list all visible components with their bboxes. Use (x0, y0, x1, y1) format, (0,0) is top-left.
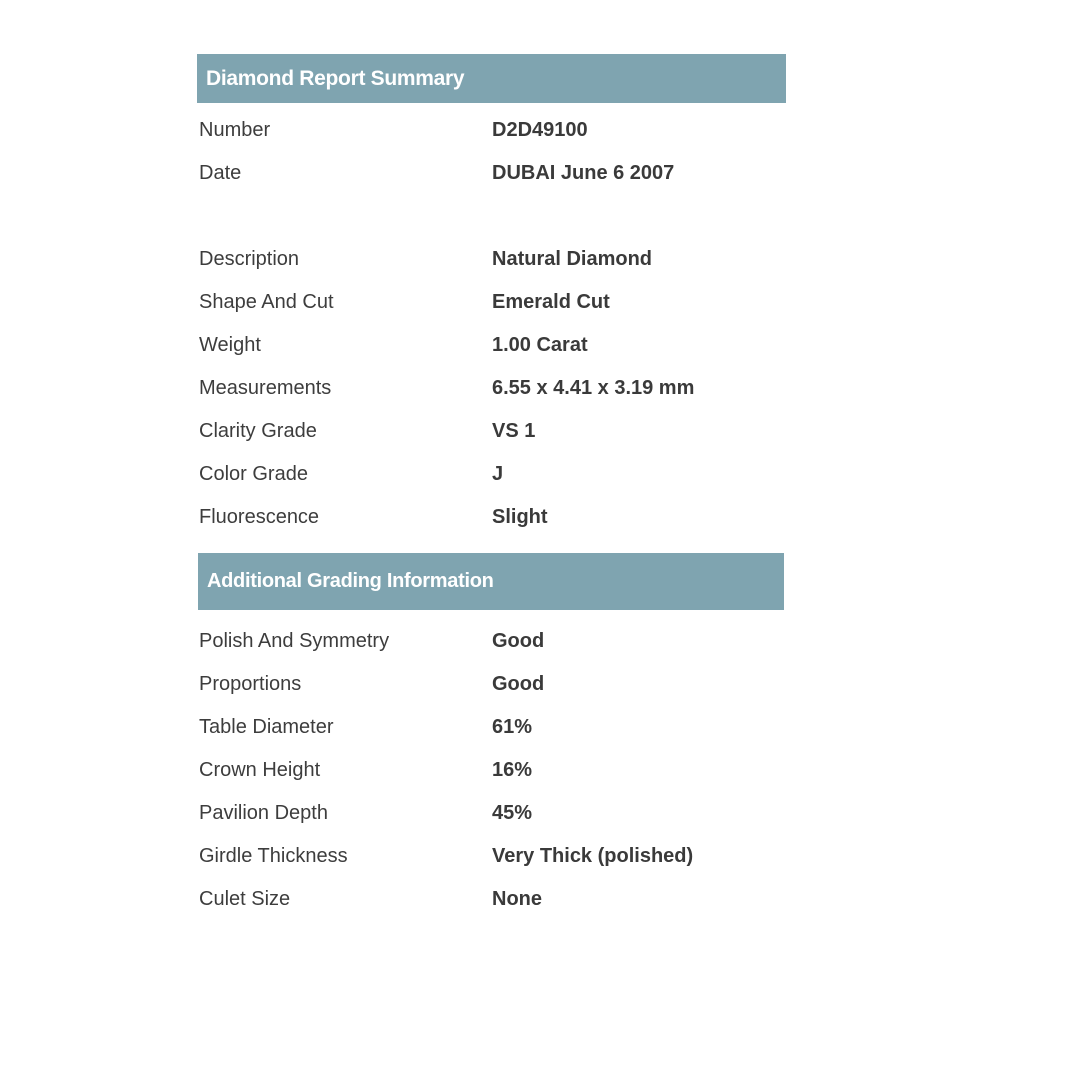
report-row-color-grade (197, 453, 786, 496)
report-row-culet-size (197, 878, 786, 921)
report-row-fluorescence (197, 496, 786, 539)
row-label: Clarity Grade (199, 420, 317, 442)
report-row-date (197, 152, 786, 195)
row-label: Pavilion Depth (199, 802, 328, 824)
row-label: Date (199, 162, 242, 184)
row-value: 45% (492, 802, 533, 824)
report-row-pavilion-depth (197, 792, 786, 835)
row-label: Measurements (199, 377, 332, 399)
row-value: Natural Diamond (492, 248, 653, 270)
report-row-proportions (197, 663, 786, 706)
section-title-summary: Diamond Report Summary (206, 66, 465, 90)
row-value: Good (492, 630, 545, 652)
row-label: Weight (199, 334, 261, 356)
row-value: 61% (492, 716, 533, 738)
diamond-report (197, 54, 786, 921)
row-value: D2D49100 (492, 119, 588, 141)
section-header-additional (198, 553, 784, 610)
report-row-polish-and-symmetry (197, 620, 786, 663)
row-label: Shape And Cut (199, 291, 334, 313)
row-value: 1.00 Carat (492, 334, 588, 356)
row-value: Good (492, 673, 545, 695)
row-value: Emerald Cut (492, 291, 610, 313)
report-row-girdle-thickness (197, 835, 786, 878)
row-label: Proportions (199, 673, 302, 695)
row-value: J (492, 463, 504, 485)
report-row-clarity-grade (197, 410, 786, 453)
row-label: Crown Height (199, 759, 321, 781)
report-row-crown-height (197, 749, 786, 792)
row-label: Color Grade (199, 463, 308, 485)
row-label: Culet Size (199, 888, 291, 910)
section-header-summary (197, 54, 786, 103)
row-value: Slight (492, 506, 548, 528)
report-row-description (197, 238, 786, 281)
report-row-table-diameter (197, 706, 786, 749)
report-row-shape-and-cut (197, 281, 786, 324)
section-title-additional: Additional Grading Information (207, 570, 494, 592)
row-value: 6.55 x 4.41 x 3.19 mm (492, 377, 695, 399)
row-label: Polish And Symmetry (199, 630, 390, 652)
report-row-measurements (197, 367, 786, 410)
row-label: Girdle Thickness (199, 845, 348, 867)
row-label: Description (199, 248, 300, 270)
row-label: Table Diameter (199, 716, 334, 738)
report-row-weight (197, 324, 786, 367)
row-value: None (492, 888, 542, 910)
row-value: 16% (492, 759, 533, 781)
row-value: VS 1 (492, 420, 536, 442)
report-row-number (197, 109, 786, 152)
row-label: Number (199, 119, 271, 141)
row-label: Fluorescence (199, 506, 320, 528)
row-value: DUBAI June 6 2007 (492, 162, 675, 184)
row-value: Very Thick (polished) (492, 845, 694, 867)
